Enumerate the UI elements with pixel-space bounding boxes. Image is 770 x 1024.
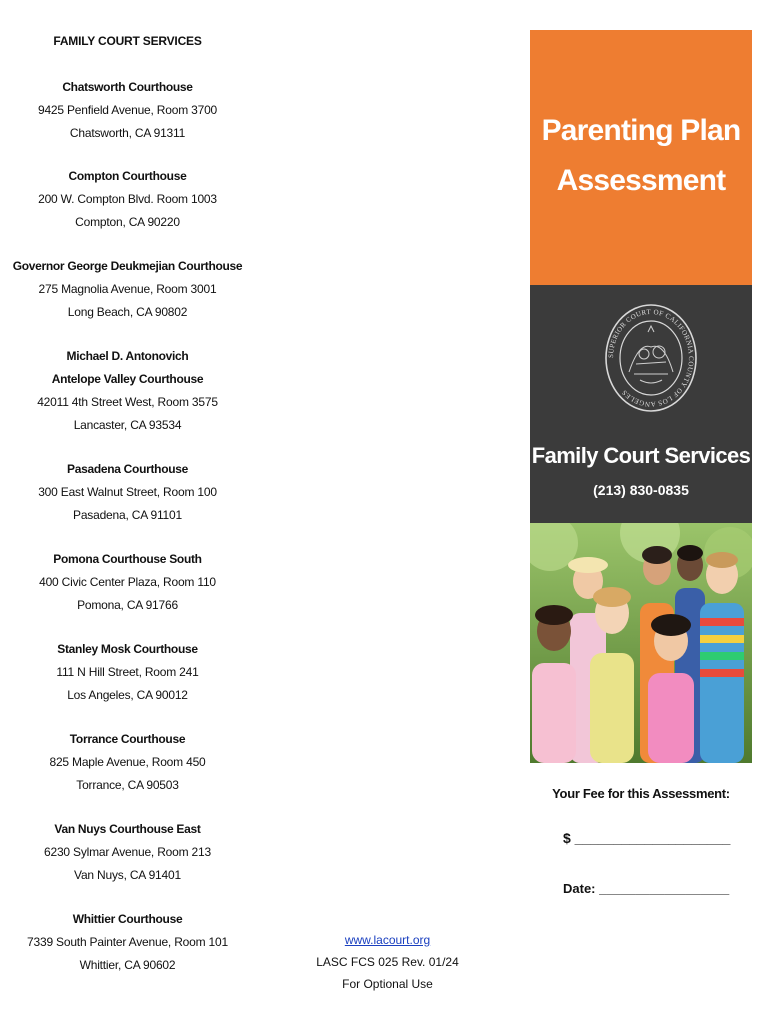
- courthouse-name: Michael D. Antonovich: [66, 349, 189, 363]
- city-line: Van Nuys, CA 91401: [74, 868, 181, 882]
- phone-number: (213) 830-0835: [593, 482, 689, 498]
- location-block: [0, 908, 255, 977]
- courthouse-name: Pomona Courthouse South: [53, 552, 202, 566]
- city-line: Chatsworth, CA 91311: [69, 126, 186, 140]
- city-line: Torrance, CA 90503: [76, 778, 179, 792]
- address-line: 825 Maple Avenue, Room 450: [49, 755, 206, 769]
- children-photo: [530, 523, 752, 763]
- courthouse-name: Whittier Courthouse: [72, 912, 183, 926]
- location-block: [0, 255, 255, 324]
- fee-amount-field[interactable]: $ ____________________: [563, 830, 731, 846]
- title-line-1: Parenting Plan: [541, 114, 741, 147]
- address-line: 9425 Penfield Avenue, Room 3700: [37, 103, 218, 117]
- address-line: 42011 4th Street West, Room 3575: [37, 395, 218, 409]
- address-line: 300 East Walnut Street, Room 100: [38, 485, 217, 499]
- courthouse-name: Torrance Courthouse: [69, 732, 186, 746]
- courthouse-name: Stanley Mosk Courthouse: [57, 642, 198, 656]
- courthouse-name: Van Nuys Courthouse East: [54, 822, 201, 836]
- back-panel-footer: [300, 929, 475, 995]
- department-panel: [530, 285, 752, 523]
- location-block: [0, 76, 255, 145]
- page-header: FAMILY COURT SERVICES: [53, 34, 202, 48]
- city-line: Los Angeles, CA 90012: [67, 688, 188, 702]
- location-block: [0, 165, 255, 234]
- courthouse-name: Governor George Deukmejian Courthouse: [12, 259, 243, 273]
- website-link[interactable]: www.lacourt.org: [344, 933, 431, 947]
- form-id: LASC FCS 025 Rev. 01/24: [316, 955, 459, 969]
- courthouse-name-2: Antelope Valley Courthouse: [51, 372, 204, 386]
- city-line: Lancaster, CA 93534: [73, 418, 182, 432]
- city-line: Pomona, CA 91766: [77, 598, 178, 612]
- location-block: [0, 345, 255, 437]
- address-line: 275 Magnolia Avenue, Room 3001: [38, 282, 217, 296]
- city-line: Compton, CA 90220: [75, 215, 180, 229]
- city-line: Pasadena, CA 91101: [73, 508, 182, 522]
- title-line-2: Assessment: [556, 164, 726, 197]
- address-line: 6230 Sylmar Avenue, Room 213: [44, 845, 211, 859]
- address-line: 200 W. Compton Blvd. Room 1003: [38, 192, 217, 206]
- address-line: 7339 South Painter Avenue, Room 101: [27, 935, 228, 949]
- address-line: 400 Civic Center Plaza, Room 110: [39, 575, 216, 589]
- seal-text: SUPERIOR COURT OF CALIFORNIA COUNTY OF LOS ANGELES: [606, 307, 696, 409]
- city-line: Long Beach, CA 90802: [67, 305, 188, 319]
- usage-note: For Optional Use: [342, 977, 433, 991]
- location-block: [0, 548, 255, 617]
- address-line: 111 N Hill Street, Room 241: [56, 665, 199, 679]
- location-block: [0, 638, 255, 707]
- location-block: [0, 728, 255, 797]
- courthouse-name: Chatsworth Courthouse: [62, 80, 193, 94]
- courthouse-name: Pasadena Courthouse: [67, 462, 188, 476]
- city-line: Whittier, CA 90602: [79, 958, 176, 972]
- location-block: [0, 818, 255, 887]
- courthouse-name: Compton Courthouse: [68, 169, 187, 183]
- date-field[interactable]: Date: __________________: [563, 881, 730, 896]
- location-block: [0, 458, 255, 527]
- court-seal-icon: [604, 302, 698, 414]
- department-name: Family Court Services: [531, 443, 751, 468]
- title-panel: [530, 30, 752, 285]
- fee-label: Your Fee for this Assessment:: [552, 786, 730, 801]
